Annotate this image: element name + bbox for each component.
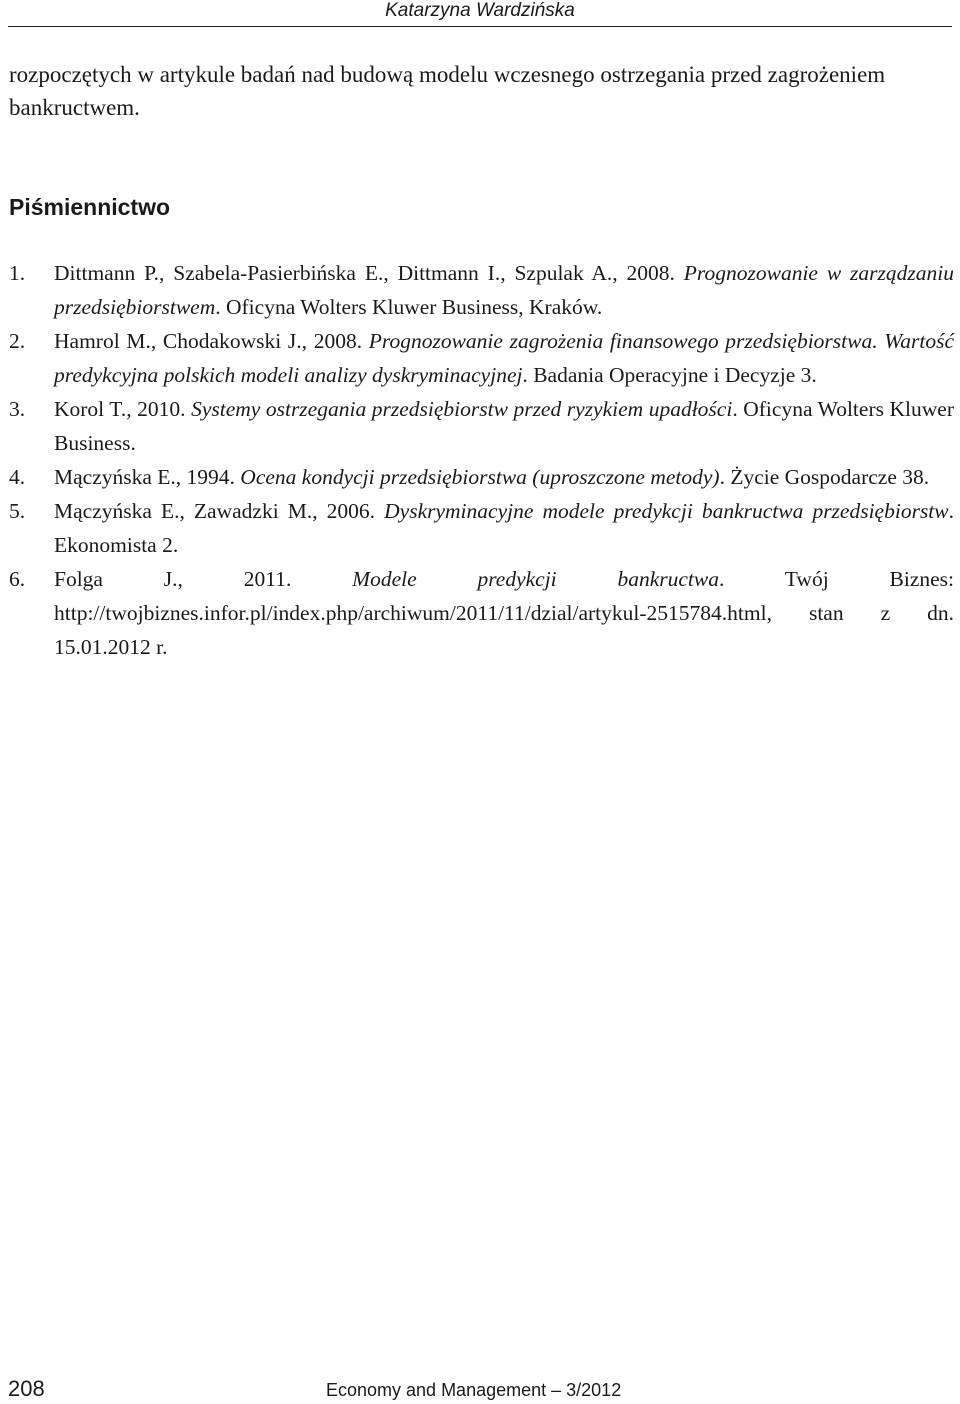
reference-number: 3. <box>9 397 26 421</box>
reference-source: . Życie Gospodarcze 38. <box>719 465 930 489</box>
reference-authors: Hamrol M., Chodakowski J., 2008. <box>54 329 369 353</box>
reference-authors: Folga J., 2011. <box>54 567 353 591</box>
reference-authors: Mączyńska E., Zawadzki M., 2006. <box>54 499 385 523</box>
page-footer <box>8 1376 952 1404</box>
reference-number: 2. <box>9 329 26 353</box>
reference-authors: Dittmann P., Szabela-Pasierbińska E., Dittmann I., Szpulak A., 2008. <box>54 261 684 285</box>
reference-source: . Twój Biznes: http://twojbiznes.infor.pl/index.php/archiwum/2011/11/dzial/artykul-2515784.html, stan z dn. 15.01.2012 r. <box>54 567 954 659</box>
reference-source: . Badania Operacyjne i Decyzje 3. <box>522 363 817 387</box>
reference-item <box>9 256 954 324</box>
reference-source: . Oficyna Wolters Kluwer Business, Kraków. <box>215 295 603 319</box>
running-header <box>8 0 952 27</box>
reference-item <box>9 392 954 460</box>
reference-title: Prognozowanie w zarządzaniu przedsiębiorstwem <box>54 261 954 319</box>
reference-number: 1. <box>9 261 26 285</box>
reference-title: Systemy ostrzegania przedsiębiorstw przed ryzykiem upadłości <box>191 397 733 421</box>
reference-item <box>9 460 954 494</box>
reference-authors: Korol T., 2010. <box>54 397 192 421</box>
reference-item <box>9 494 954 562</box>
section-title: Piśmiennictwo <box>9 194 171 220</box>
journal-name: Economy and Management – 3/2012 <box>326 1380 622 1400</box>
header-author: Katarzyna Wardzińska <box>385 0 575 21</box>
intro-paragraph: rozpoczętych w artykule badań nad budową modelu wczesnego ostrzegania przed zagrożeniem bankructwem. <box>9 62 886 120</box>
reference-list <box>9 256 954 664</box>
reference-source: . Oficyna Wolters Kluwer Business. <box>54 397 954 455</box>
reference-item <box>9 562 954 664</box>
page-number: 208 <box>8 1376 45 1401</box>
reference-item <box>9 324 954 392</box>
reference-title: Prognozowanie zagrożenia finansowego przedsiębiorstwa. Wartość predykcyjna polskich modeli analizy dyskryminacyjnej <box>54 329 954 387</box>
reference-number: 6. <box>9 567 26 591</box>
reference-number: 5. <box>9 499 26 523</box>
reference-source: . Ekonomista 2. <box>54 499 954 557</box>
reference-title: Dyskryminacyjne modele predykcji bankructwa przedsiębiorstw <box>384 499 949 523</box>
reference-title: Ocena kondycji przedsiębiorstwa (uproszczone metody) <box>240 465 720 489</box>
reference-title: Modele predykcji bankructwa <box>352 567 719 591</box>
reference-authors: Mączyńska E., 1994. <box>54 465 241 489</box>
reference-number: 4. <box>9 465 26 489</box>
